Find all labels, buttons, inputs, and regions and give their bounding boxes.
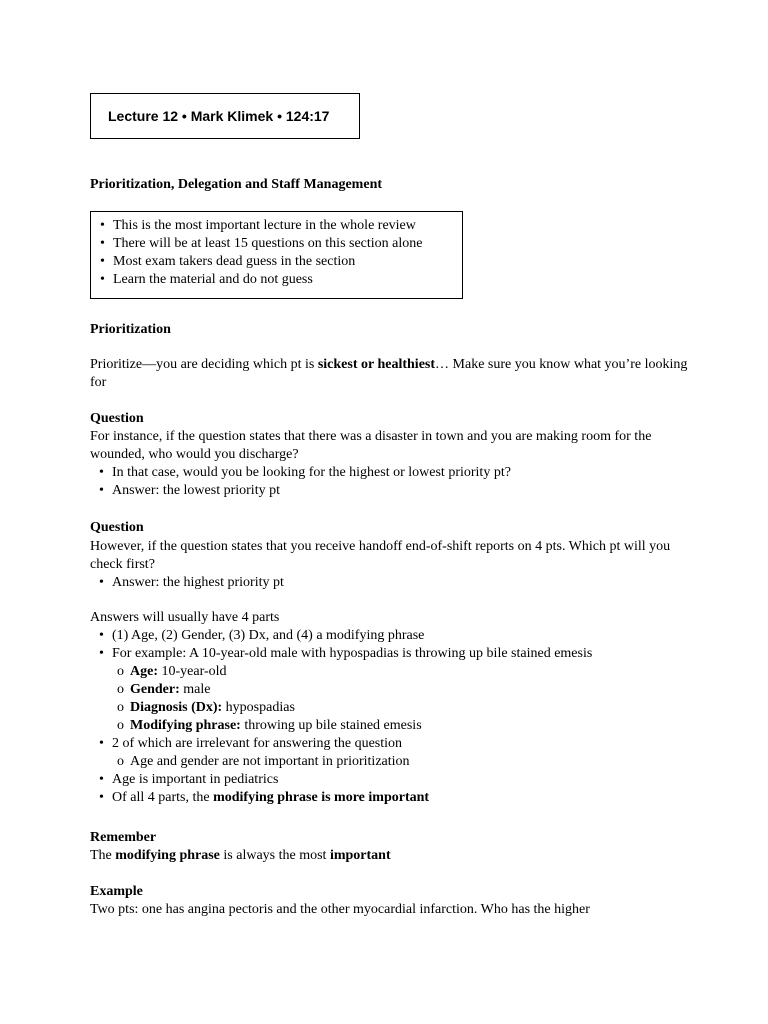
remember-mid: is always the most (219, 848, 330, 863)
lecture-title: Lecture 12 • Mark Klimek • 124:17 (108, 108, 330, 124)
prioritization-text-post: … Make sure you know what you’re looking for (90, 357, 688, 390)
intro-list (91, 217, 462, 289)
answers-bullet-text: Of all 4 parts, the (112, 790, 214, 805)
answers-sublist (90, 753, 690, 771)
sub-label: Age: (130, 664, 158, 679)
prioritization-text-pre: Prioritize—you are deciding which pt is (90, 357, 318, 372)
sub-label: Diagnosis (Dx): (130, 700, 223, 715)
question1-list (90, 464, 690, 500)
intro-bullet: • There will be at least 15 questions on this section alone (91, 235, 462, 253)
answers-bullet (90, 735, 690, 771)
intro-box (90, 211, 463, 299)
question1-block (90, 428, 690, 500)
answers-subitem (90, 717, 690, 735)
answers-block (90, 609, 690, 807)
answers-list (90, 627, 690, 807)
lecture-header-box (90, 93, 360, 139)
question2-bullet: • Answer: the highest priority pt (90, 574, 690, 592)
sub-value: hypospadias (222, 700, 295, 715)
answers-bullet-text: 2 of which are irrelevant for answering the question (112, 736, 403, 751)
example-heading: Example (90, 884, 143, 899)
answers-bullet: • (1) Age, (2) Gender, (3) Dx, and (4) a modifying phrase (90, 627, 690, 645)
question2-list (90, 574, 690, 592)
sub-label: Modifying phrase: (130, 718, 241, 733)
answers-bullet: • Age is important in pediatrics (90, 771, 690, 789)
answers-subitem (90, 663, 690, 681)
intro-bullet: • Most exam takers dead guess in the section (91, 253, 462, 271)
question1-text: For instance, if the question states that there was a disaster in town and you are making room for the wounded, who would you discharge? (90, 429, 652, 462)
question1-heading: Question (90, 411, 144, 426)
answers-bullet-text: For example: A 10-year-old male with hypospadias is throwing up bile stained emesis (112, 646, 593, 661)
intro-bullet: • Learn the material and do not guess (91, 271, 462, 289)
example-text: Two pts: one has angina pectoris and the other myocardial infarction. Who has the higher (90, 902, 590, 917)
section-title: Prioritization, Delegation and Staff Management (90, 177, 383, 192)
remember-bold1: modifying phrase (115, 848, 220, 863)
question2-text: However, if the question states that you receive handoff end-of-shift reports on 4 pts. Which pt will you check first? (90, 539, 671, 572)
question2-block (90, 538, 690, 592)
sub-value: throwing up bile stained emesis (240, 718, 422, 733)
example-paragraph (90, 901, 690, 919)
remember-heading: Remember (90, 830, 157, 845)
answers-sublist (90, 663, 690, 735)
sub-value: 10-year-old (158, 664, 227, 679)
prioritization-paragraph (90, 356, 690, 392)
remember-bold2: important (329, 848, 391, 863)
answers-bullet (90, 645, 690, 735)
intro-bullet: • This is the most important lecture in the whole review (91, 217, 462, 235)
answers-subitem (90, 699, 690, 717)
prioritization-heading: Prioritization (90, 322, 171, 337)
answers-subitem (90, 681, 690, 699)
answers-bullet (90, 789, 690, 807)
question1-bullet: • In that case, would you be looking for the highest or lowest priority pt? (90, 464, 690, 482)
question2-heading: Question (90, 520, 144, 535)
remember-pre: The (90, 848, 116, 863)
sub-value: male (179, 682, 211, 697)
remember-paragraph (90, 847, 690, 865)
answers-bullet-bold: modifying phrase is more important (213, 790, 430, 805)
question1-bullet: • Answer: the lowest priority pt (90, 482, 690, 500)
sub-label: Gender: (130, 682, 180, 697)
prioritization-text-bold: sickest or healthiest (317, 357, 436, 372)
answers-intro: Answers will usually have 4 parts (90, 610, 280, 625)
answers-subitem: o Age and gender are not important in prioritization (90, 753, 690, 771)
